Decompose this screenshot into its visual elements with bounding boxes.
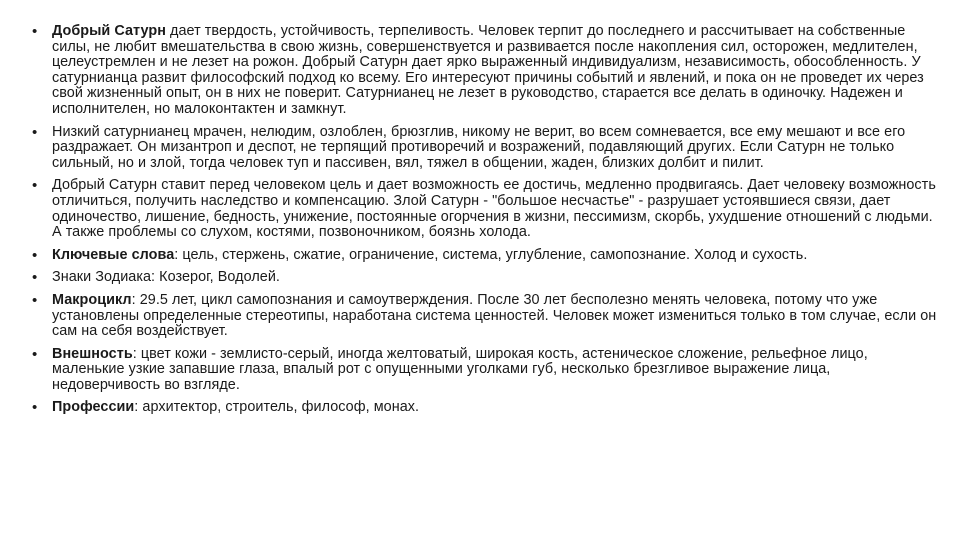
bullet-text: : цвет кожи - землисто-серый, иногда желтоватый, широкая кость, астеническое сложение, рельефное лицо, маленькие узкие запавшие глаза, впалый рот с опущенными уголками губ, несколько брезгливое выражение лица, недоверчивость во взгляде.: [52, 345, 868, 393]
bullet-item-macrocycle: [30, 293, 942, 340]
bullet-item-good-saturn: [30, 24, 942, 118]
bullet-term: Внешность: [52, 345, 133, 362]
bullet-text: дает твердость, устойчивость, терпеливость. Человек терпит до последнего и рассчитывает на собственные силы, не любит вмешательства в свою жизнь, совершенствуется и развивается после накопления сил, осторожен, медлителен, целеустремлен и не лезет на рожон. Добрый Сатурн дает ярко выраженный индивидуализм, независимость, обособленность. У сатурнианца развит философский подход ко всему. Его интересуют причины событий и явлений, и пока он не проведет их через свой жизненный опыт, он в них не поверит. Сатурнианец не лезет в руководство, старается все делать в одиночку. Надежен и исполнителен, но малоконтактен и замкнут.: [52, 23, 924, 117]
bullet-term: Добрый Сатурн: [52, 23, 166, 39]
bullet-text: Низкий сатурнианец мрачен, нелюдим, озлоблен, брюзглив, никому не верит, во всем сомневается, все ему мешают и все его раздражает. Он мизантроп и деспот, не терпящий противоречий и возражений, подавляющий других. Если Сатурн не только сильный, но и злой, тогда человек туп и пассивен, вял, тяжел в общении, жаден, близких долбит и пилит.: [52, 123, 906, 171]
bullet-text: Знаки Зодиака: Козерог, Водолей.: [52, 269, 280, 286]
bullet-list: [30, 24, 942, 416]
bullet-item-zodiac-signs: [30, 270, 942, 286]
bullet-text: Добрый Сатурн ставит перед человеком цель и дает возможность ее достичь, медленно продвигаясь. Дает человеку возможность отличиться, получить наследство и компенсацию. Злой Сатурн - "большое несчастье" - разрушает устоявшиеся связи, дает одиночество, лишение, бедность, унижение, постоянные огорчения в жизни, пессимизм, скорбь, ухудшение отношений с людьми. А также проблемы со слухом, костями, позвоночником, боязнь холода.: [52, 177, 936, 241]
bullet-item-appearance: [30, 347, 942, 394]
bullet-term: Ключевые слова: [52, 246, 175, 263]
bullet-term: Макроцикл: [52, 291, 132, 308]
bullet-text: : архитектор, строитель, философ, монах.: [134, 399, 420, 416]
bullet-item-low-saturnian: [30, 125, 942, 172]
bullet-term: Профессии: [52, 399, 135, 416]
bullet-item-professions: [30, 400, 942, 416]
bullet-text: : цель, стержень, сжатие, ограничение, система, углубление, самопознание. Холод и сухость.: [174, 246, 808, 263]
bullet-item-good-evil-saturn: [30, 178, 942, 240]
bullet-item-keywords: [30, 248, 942, 264]
bullet-text: : 29.5 лет, цикл самопознания и самоутверждения. После 30 лет бесполезно менять человека, потому что уже установлены определенные стереотипы, наработана система ценностей. Человек может измениться только в том случае, если он сам на себя воздействует.: [52, 291, 937, 340]
